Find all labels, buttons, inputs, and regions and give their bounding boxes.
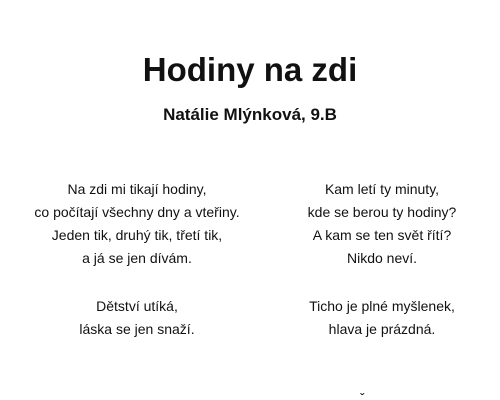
verse-line: Ticho je plné myšlenek,: [309, 298, 455, 314]
verse-line: Nikdo neví.: [346, 250, 418, 266]
stanza: [12, 178, 262, 270]
verse-line: Jeden tik, druhý tik, třetí tik,: [51, 227, 223, 243]
stanza: [262, 178, 500, 270]
cut-off-text: ˇ: [360, 391, 365, 400]
verse-line: Dětství utíká,: [96, 298, 178, 314]
verse-line: A kam se ten svět řítí?: [312, 227, 452, 243]
verse-line: Kam letí ty minuty,: [324, 181, 440, 197]
stanza: [262, 295, 500, 341]
poem-author: Natálie Mlýnková, 9.B: [163, 105, 337, 124]
stanza: [12, 295, 262, 341]
left-column: [12, 178, 262, 366]
verse-line: láska se jen snaží.: [79, 321, 195, 337]
verse-line: a já se jen dívám.: [82, 250, 192, 266]
verse-line: Na zdi mi tikají hodiny,: [67, 181, 207, 197]
verse-line: co počítají všechny dny a vteřiny.: [34, 204, 240, 220]
right-column: [262, 178, 500, 366]
verse-line: hlava je prázdná.: [328, 321, 436, 337]
poem-title: Hodiny na zdi: [142, 51, 358, 88]
verse-line: kde se berou ty hodiny?: [307, 204, 457, 220]
